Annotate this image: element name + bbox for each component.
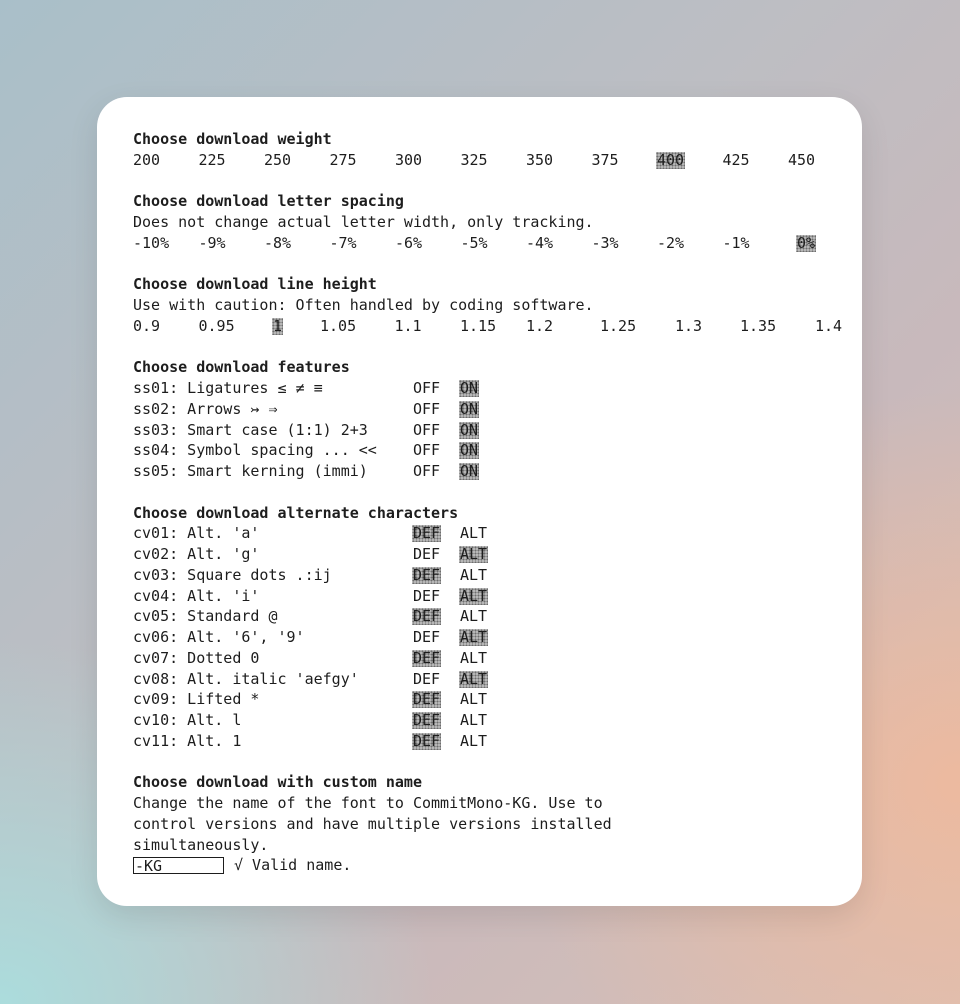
alternate-alt-button[interactable]: ALT bbox=[460, 731, 488, 750]
feature-label: ss04: Symbol spacing ... << bbox=[133, 441, 377, 460]
alternate-def-button[interactable]: DEF bbox=[413, 628, 441, 646]
alternate-row bbox=[133, 627, 854, 648]
alternate-alt-button[interactable]: ALT bbox=[460, 628, 488, 646]
feature-on-button[interactable]: ON bbox=[460, 462, 479, 480]
weight-option[interactable]: 425 bbox=[722, 150, 750, 169]
alternate-alt-button[interactable]: ALT bbox=[460, 524, 488, 543]
alternate-row bbox=[133, 565, 854, 586]
weight-option[interactable]: 350 bbox=[526, 150, 554, 169]
alternate-label: cv04: Alt. 'i' bbox=[133, 586, 260, 605]
letter-spacing-description: Does not change actual letter width, only tracking. bbox=[133, 213, 594, 231]
line-height-option[interactable]: 0.95 bbox=[198, 316, 235, 335]
alternate-def-button[interactable]: DEF bbox=[413, 565, 441, 584]
weight-option[interactable]: 375 bbox=[591, 150, 619, 169]
alternate-def-button[interactable]: DEF bbox=[413, 545, 441, 563]
alternate-label: cv02: Alt. 'g' bbox=[133, 545, 260, 563]
alternate-row bbox=[133, 648, 854, 669]
custom-name-row bbox=[133, 855, 854, 876]
custom-name-description-line: simultaneously. bbox=[133, 835, 269, 854]
alternate-alt-button[interactable]: ALT bbox=[460, 669, 488, 688]
line-height-option[interactable]: 1.3 bbox=[675, 316, 703, 335]
custom-name-description-line: Change the name of the font to CommitMono-KG. Use to bbox=[133, 794, 603, 812]
alternate-label: cv10: Alt. l bbox=[133, 711, 242, 729]
letter-spacing-option[interactable]: -3% bbox=[591, 233, 619, 252]
alternate-row bbox=[133, 586, 854, 607]
letter-spacing-option[interactable]: -6% bbox=[395, 233, 423, 252]
feature-on-button[interactable]: ON bbox=[460, 441, 479, 460]
feature-row bbox=[133, 420, 854, 441]
line-height-option[interactable]: 1 bbox=[273, 316, 283, 335]
weight-option[interactable]: 225 bbox=[198, 150, 226, 169]
custom-name-heading: Choose download with custom name bbox=[133, 773, 422, 792]
feature-on-button[interactable]: ON bbox=[460, 420, 479, 439]
alternate-label: cv05: Standard @ bbox=[133, 607, 278, 626]
line-height-option[interactable]: 1.25 bbox=[600, 316, 637, 335]
alternate-def-button[interactable]: DEF bbox=[413, 648, 441, 667]
alternate-label: cv03: Square dots .:ij bbox=[133, 565, 332, 584]
letter-spacing-option[interactable]: -4% bbox=[526, 233, 554, 252]
line-height-option[interactable]: 1.35 bbox=[740, 316, 777, 335]
settings-card bbox=[97, 97, 862, 906]
letter-spacing-option[interactable]: -10% bbox=[133, 233, 170, 252]
line-height-option[interactable]: 0.9 bbox=[133, 316, 161, 335]
validation-message: √ Valid name. bbox=[234, 856, 352, 875]
weight-option[interactable]: 400 bbox=[657, 150, 685, 169]
alternate-def-button[interactable]: DEF bbox=[413, 690, 441, 709]
letter-spacing-options bbox=[133, 233, 854, 254]
alternates-list bbox=[133, 523, 854, 751]
letter-spacing-option[interactable]: -5% bbox=[460, 233, 488, 252]
feature-row bbox=[133, 378, 854, 399]
line-height-option[interactable]: 1.15 bbox=[460, 316, 497, 335]
settings-content bbox=[133, 129, 854, 876]
feature-row bbox=[133, 440, 854, 461]
alternate-row bbox=[133, 710, 854, 731]
alternate-label: cv08: Alt. italic 'aefgy' bbox=[133, 669, 359, 688]
feature-off-button[interactable]: OFF bbox=[413, 462, 441, 480]
alternate-alt-button[interactable]: ALT bbox=[460, 648, 488, 667]
feature-label: ss05: Smart kerning (immi) bbox=[133, 462, 368, 480]
feature-label: ss01: Ligatures ≤ ≠ ≡ bbox=[133, 379, 323, 397]
feature-off-button[interactable]: OFF bbox=[413, 399, 441, 418]
line-height-heading: Choose download line height bbox=[133, 275, 377, 294]
features-heading: Choose download features bbox=[133, 358, 350, 377]
feature-on-button[interactable]: ON bbox=[460, 399, 479, 418]
line-height-option[interactable]: 1.4 bbox=[815, 316, 843, 335]
letter-spacing-option[interactable]: -1% bbox=[722, 233, 750, 252]
alternate-row bbox=[133, 689, 854, 710]
weight-options bbox=[133, 150, 854, 171]
letter-spacing-option[interactable]: -7% bbox=[329, 233, 357, 252]
weight-option[interactable]: 450 bbox=[788, 150, 816, 169]
weight-option[interactable]: 275 bbox=[329, 150, 357, 169]
letter-spacing-option[interactable]: -2% bbox=[657, 233, 685, 252]
feature-off-button[interactable]: OFF bbox=[413, 420, 441, 439]
line-height-options bbox=[133, 316, 854, 337]
alternate-row bbox=[133, 669, 854, 690]
line-height-description: Use with caution: Often handled by coding software. bbox=[133, 296, 594, 314]
alternate-label: cv07: Dotted 0 bbox=[133, 648, 260, 667]
alternate-alt-button[interactable]: ALT bbox=[460, 690, 488, 709]
weight-option[interactable]: 325 bbox=[460, 150, 488, 169]
letter-spacing-option[interactable]: 0% bbox=[797, 233, 816, 252]
alternate-row bbox=[133, 523, 854, 544]
alternate-alt-button[interactable]: ALT bbox=[460, 545, 488, 563]
weight-heading: Choose download weight bbox=[133, 130, 332, 148]
alternate-row bbox=[133, 731, 854, 752]
feature-row bbox=[133, 399, 854, 420]
feature-label: ss03: Smart case (1:1) 2+3 bbox=[133, 420, 368, 439]
line-height-option[interactable]: 1.1 bbox=[394, 316, 422, 335]
alternate-label: cv06: Alt. '6', '9' bbox=[133, 628, 305, 646]
alternate-alt-button[interactable]: ALT bbox=[460, 711, 488, 729]
alternate-label: cv09: Lifted * bbox=[133, 690, 260, 709]
custom-name-input[interactable] bbox=[133, 857, 224, 874]
letter-spacing-heading: Choose download letter spacing bbox=[133, 192, 404, 211]
letter-spacing-option[interactable]: -8% bbox=[264, 233, 292, 252]
alternate-def-button[interactable]: DEF bbox=[413, 586, 441, 605]
alternate-def-button[interactable]: DEF bbox=[413, 731, 441, 750]
alternate-row bbox=[133, 544, 854, 565]
letter-spacing-option[interactable]: -9% bbox=[198, 233, 226, 252]
alternate-row bbox=[133, 606, 854, 627]
feature-row bbox=[133, 461, 854, 482]
alternate-alt-button[interactable]: ALT bbox=[460, 586, 488, 605]
alternate-def-button[interactable]: DEF bbox=[413, 711, 441, 729]
line-height-option[interactable]: 1.05 bbox=[320, 316, 357, 335]
weight-option[interactable]: 250 bbox=[264, 150, 292, 169]
weight-option[interactable]: 200 bbox=[133, 150, 161, 169]
feature-off-button[interactable]: OFF bbox=[413, 441, 441, 460]
features-list bbox=[133, 378, 854, 482]
feature-off-button[interactable]: OFF bbox=[413, 379, 441, 397]
alternate-alt-button[interactable]: ALT bbox=[460, 565, 488, 584]
custom-name-description-line: control versions and have multiple versions installed bbox=[133, 814, 612, 833]
alternates-heading: Choose download alternate characters bbox=[133, 503, 459, 522]
alternate-alt-button[interactable]: ALT bbox=[460, 607, 488, 626]
weight-option[interactable]: 300 bbox=[395, 150, 423, 169]
alternate-label: cv11: Alt. 1 bbox=[133, 731, 242, 750]
line-height-option[interactable]: 1.2 bbox=[526, 316, 554, 335]
alternate-label: cv01: Alt. 'a' bbox=[133, 524, 260, 543]
alternate-def-button[interactable]: DEF bbox=[413, 669, 441, 688]
alternate-def-button[interactable]: DEF bbox=[413, 524, 441, 543]
feature-on-button[interactable]: ON bbox=[460, 379, 479, 397]
alternate-def-button[interactable]: DEF bbox=[413, 607, 441, 626]
feature-label: ss02: Arrows ↣ ⇒ bbox=[133, 399, 278, 418]
